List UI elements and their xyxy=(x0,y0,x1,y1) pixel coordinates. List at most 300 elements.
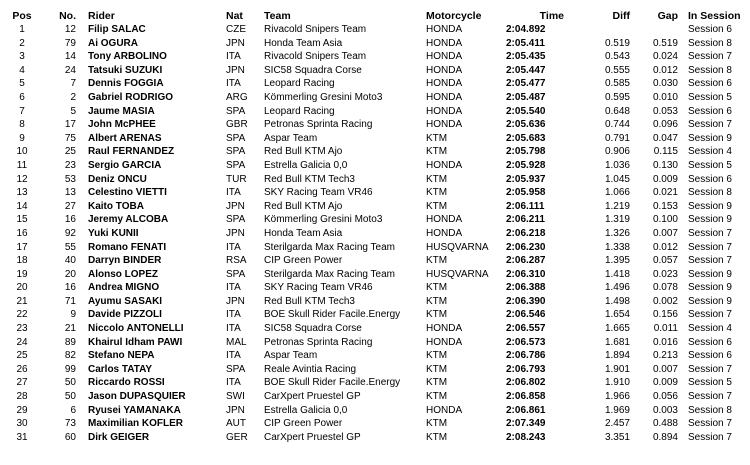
cell-rider: John McPHEE xyxy=(88,119,156,131)
cell-nat: JPN xyxy=(226,404,245,416)
cell-nat: RSA xyxy=(226,255,247,267)
cell-gap: 0.007 xyxy=(652,363,678,375)
cell-team: Red Bull KTM Tech3 xyxy=(264,295,355,307)
cell-motorcycle: HONDA xyxy=(426,91,463,103)
cell-diff: 1.901 xyxy=(604,363,630,375)
cell-diff: 0.744 xyxy=(604,119,630,131)
table-row xyxy=(0,417,750,431)
cell-team: Leopard Racing xyxy=(264,78,335,90)
cell-team: Red Bull KTM Ajo xyxy=(264,146,343,158)
header-diff: Diff xyxy=(612,10,630,22)
cell-session: Session 7 xyxy=(688,227,732,239)
cell-diff: 2.457 xyxy=(604,418,630,430)
cell-team: CarXpert Pruestel GP xyxy=(264,391,361,403)
cell-diff: 0.791 xyxy=(604,132,630,144)
table-row xyxy=(0,404,750,418)
cell-rider: Dennis FOGGIA xyxy=(88,78,164,90)
results-table xyxy=(0,9,750,444)
cell-session: Session 6 xyxy=(688,24,732,35)
cell-nat: ITA xyxy=(226,78,241,90)
cell-gap: 0.023 xyxy=(652,268,678,280)
cell-number: 17 xyxy=(64,119,76,131)
table-row xyxy=(0,213,750,227)
cell-pos: 6 xyxy=(19,91,25,103)
cell-pos: 4 xyxy=(19,64,25,76)
cell-pos: 2 xyxy=(19,37,25,49)
cell-rider: Ai OGURA xyxy=(88,37,138,49)
cell-pos: 12 xyxy=(16,173,28,185)
table-row xyxy=(0,118,750,132)
cell-session: Session 6 xyxy=(688,105,732,117)
cell-rider: Celestino VIETTI xyxy=(88,187,167,199)
cell-gap: 0.047 xyxy=(652,132,678,144)
cell-team: Petronas Sprinta Racing xyxy=(264,336,373,348)
table-row xyxy=(0,349,750,363)
cell-diff: 1.894 xyxy=(604,350,630,362)
cell-rider: Kaito TOBA xyxy=(88,200,144,212)
cell-rider: Stefano NEPA xyxy=(88,350,155,362)
cell-session: Session 5 xyxy=(688,159,732,171)
cell-number: 71 xyxy=(64,295,76,307)
cell-gap: 0.213 xyxy=(652,350,678,362)
cell-gap: 0.096 xyxy=(652,119,678,131)
cell-nat: CZE xyxy=(226,24,246,35)
cell-team: Honda Team Asia xyxy=(264,227,343,239)
cell-number: 40 xyxy=(64,255,76,267)
cell-motorcycle: HONDA xyxy=(426,51,463,63)
cell-session: Session 9 xyxy=(688,214,732,226)
cell-number: 20 xyxy=(64,268,76,280)
cell-diff: 1.498 xyxy=(604,295,630,307)
cell-gap: 0.056 xyxy=(652,391,678,403)
cell-diff: 3.351 xyxy=(604,431,630,443)
cell-number: 82 xyxy=(64,350,76,362)
cell-motorcycle: KTM xyxy=(426,187,448,199)
cell-diff: 0.555 xyxy=(604,64,630,76)
cell-motorcycle: KTM xyxy=(426,350,448,362)
cell-diff: 1.036 xyxy=(604,159,630,171)
cell-session: Session 7 xyxy=(688,391,732,403)
cell-number: 5 xyxy=(70,105,76,117)
table-row xyxy=(0,390,750,404)
cell-motorcycle: HUSQVARNA xyxy=(426,268,489,280)
cell-team: CIP Green Power xyxy=(264,255,343,267)
cell-nat: SPA xyxy=(226,363,246,375)
cell-rider: Riccardo ROSSI xyxy=(88,377,165,389)
cell-number: 14 xyxy=(64,51,76,63)
cell-rider: Darryn BINDER xyxy=(88,255,162,267)
cell-number: 89 xyxy=(64,336,76,348)
cell-number: 16 xyxy=(64,214,76,226)
cell-gap: 0.016 xyxy=(652,336,678,348)
cell-diff: 0.648 xyxy=(604,105,630,117)
table-row xyxy=(0,200,750,214)
cell-rider: Sergio GARCIA xyxy=(88,159,162,171)
cell-time: 2:08.243 xyxy=(506,431,546,443)
cell-pos: 21 xyxy=(16,295,28,307)
cell-pos: 24 xyxy=(16,336,28,348)
cell-gap: 0.156 xyxy=(652,309,678,321)
cell-motorcycle: HONDA xyxy=(426,336,463,348)
cell-pos: 29 xyxy=(16,404,28,416)
header-time: Time xyxy=(539,10,564,22)
table-row xyxy=(0,77,750,91)
cell-time: 2:06.786 xyxy=(506,350,546,362)
cell-diff: 1.418 xyxy=(604,268,630,280)
cell-gap: 0.012 xyxy=(652,64,678,76)
cell-diff: 1.219 xyxy=(604,200,630,212)
cell-team: SKY Racing Team VR46 xyxy=(264,187,373,199)
cell-time: 2:06.557 xyxy=(506,323,546,335)
cell-motorcycle: KTM xyxy=(426,309,448,321)
cell-time: 2:06.802 xyxy=(506,377,546,389)
cell-session: Session 8 xyxy=(688,64,732,76)
cell-motorcycle: KTM xyxy=(426,282,448,294)
cell-diff: 1.395 xyxy=(604,255,630,267)
cell-gap: 0.100 xyxy=(652,214,678,226)
cell-gap: 0.115 xyxy=(653,146,678,158)
cell-time: 2:06.573 xyxy=(506,336,546,348)
table-row xyxy=(0,50,750,64)
cell-team: Sterilgarda Max Racing Team xyxy=(264,241,395,253)
cell-time: 2:06.858 xyxy=(506,391,546,403)
cell-time: 2:05.447 xyxy=(506,64,546,76)
cell-number: 50 xyxy=(64,377,76,389)
cell-team: Sterilgarda Max Racing Team xyxy=(264,268,395,280)
cell-motorcycle: KTM xyxy=(426,391,448,403)
header-session: In Session xyxy=(688,10,741,22)
cell-pos: 25 xyxy=(16,350,28,362)
cell-number: 6 xyxy=(70,404,76,416)
cell-nat: JPN xyxy=(226,37,245,49)
cell-pos: 31 xyxy=(16,431,28,443)
cell-motorcycle: HONDA xyxy=(426,78,463,90)
cell-time: 2:06.793 xyxy=(506,363,546,375)
cell-session: Session 9 xyxy=(688,200,732,212)
cell-pos: 8 xyxy=(19,119,25,131)
cell-gap: 0.519 xyxy=(652,37,678,49)
header-nat: Nat xyxy=(226,10,243,22)
cell-diff: 1.326 xyxy=(604,227,630,239)
cell-gap: 0.894 xyxy=(652,431,678,443)
header-no: No. xyxy=(59,10,76,22)
cell-gap: 0.057 xyxy=(652,255,678,267)
cell-team: Red Bull KTM Tech3 xyxy=(264,173,355,185)
cell-nat: GBR xyxy=(226,119,248,131)
cell-diff: 1.654 xyxy=(604,309,630,321)
cell-motorcycle: KTM xyxy=(426,132,448,144)
cell-rider: Jason DUPASQUIER xyxy=(88,391,186,403)
cell-nat: SWI xyxy=(226,391,245,403)
cell-motorcycle: KTM xyxy=(426,377,448,389)
table-row xyxy=(0,376,750,390)
cell-gap: 0.009 xyxy=(652,173,678,185)
cell-motorcycle: KTM xyxy=(426,418,448,430)
cell-pos: 5 xyxy=(19,78,25,90)
cell-rider: Ryusei YAMANAKA xyxy=(88,404,181,416)
cell-pos: 16 xyxy=(16,227,28,239)
cell-session: Session 7 xyxy=(688,241,732,253)
table-row xyxy=(0,23,750,37)
cell-number: 9 xyxy=(70,309,76,321)
cell-team: Reale Avintia Racing xyxy=(264,363,357,375)
table-row xyxy=(0,159,750,173)
cell-session: Session 9 xyxy=(688,132,732,144)
cell-rider: Romano FENATI xyxy=(88,241,167,253)
cell-motorcycle: KTM xyxy=(426,295,448,307)
cell-number: 7 xyxy=(70,78,76,90)
cell-team: Aspar Team xyxy=(264,350,318,362)
cell-rider: Alonso LOPEZ xyxy=(88,268,158,280)
table-row xyxy=(0,227,750,241)
cell-time: 2:05.540 xyxy=(506,105,546,117)
cell-number: 53 xyxy=(64,173,76,185)
cell-session: Session 7 xyxy=(688,418,732,430)
cell-gap: 0.030 xyxy=(652,78,678,90)
cell-pos: 18 xyxy=(16,255,28,267)
cell-session: Session 8 xyxy=(688,404,732,416)
header-gap: Gap xyxy=(657,10,678,22)
cell-nat: MAL xyxy=(226,336,247,348)
table-row xyxy=(0,254,750,268)
cell-motorcycle: KTM xyxy=(426,363,448,375)
table-row xyxy=(0,145,750,159)
cell-rider: Gabriel RODRIGO xyxy=(88,91,174,103)
cell-diff: 0.595 xyxy=(604,91,630,103)
cell-diff: 1.045 xyxy=(604,173,630,185)
cell-session: Session 8 xyxy=(688,187,732,199)
cell-time: 2:05.928 xyxy=(506,159,546,171)
cell-pos: 17 xyxy=(16,241,28,253)
cell-rider: Carlos TATAY xyxy=(88,363,153,375)
cell-rider: Andrea MIGNO xyxy=(88,282,160,294)
cell-rider: Tony ARBOLINO xyxy=(88,51,167,63)
cell-number: 24 xyxy=(64,64,76,76)
cell-number: 75 xyxy=(64,132,76,144)
cell-session: Session 7 xyxy=(688,363,732,375)
results-body xyxy=(0,23,750,444)
cell-pos: 14 xyxy=(16,200,28,212)
cell-pos: 26 xyxy=(16,363,28,375)
cell-number: 99 xyxy=(64,363,76,375)
cell-nat: ITA xyxy=(226,51,241,63)
cell-time: 2:06.546 xyxy=(506,309,546,321)
cell-motorcycle: HONDA xyxy=(426,227,463,239)
cell-diff: 1.066 xyxy=(604,187,630,199)
cell-nat: JPN xyxy=(226,295,245,307)
cell-team: Honda Team Asia xyxy=(264,37,343,49)
cell-time: 2:05.798 xyxy=(506,146,546,158)
cell-rider: Tatsuki SUZUKI xyxy=(88,64,163,76)
cell-motorcycle: HONDA xyxy=(426,64,463,76)
cell-session: Session 8 xyxy=(688,37,732,49)
cell-motorcycle: HONDA xyxy=(426,105,463,117)
cell-session: Session 4 xyxy=(688,146,732,158)
cell-pos: 20 xyxy=(16,282,28,294)
cell-gap: 0.009 xyxy=(652,377,678,389)
cell-nat: TUR xyxy=(226,173,247,185)
cell-rider: Maximilian KOFLER xyxy=(88,418,184,430)
cell-rider: Dirk GEIGER xyxy=(88,431,150,443)
cell-gap: 0.488 xyxy=(652,418,678,430)
table-row xyxy=(0,105,750,119)
cell-time: 2:05.477 xyxy=(506,78,546,90)
cell-team: Kömmerling Gresini Moto3 xyxy=(264,91,383,103)
cell-nat: GER xyxy=(226,431,248,443)
cell-diff: 1.319 xyxy=(604,214,630,226)
table-row xyxy=(0,241,750,255)
cell-team: Red Bull KTM Ajo xyxy=(264,200,343,212)
cell-diff: 0.906 xyxy=(604,146,630,158)
cell-pos: 7 xyxy=(19,105,25,117)
table-row xyxy=(0,37,750,51)
cell-rider: Raul FERNANDEZ xyxy=(88,146,175,158)
cell-pos: 27 xyxy=(16,377,28,389)
cell-motorcycle: KTM xyxy=(426,173,448,185)
cell-team: BOE Skull Rider Facile.Energy xyxy=(264,377,401,389)
cell-rider: Ayumu SASAKI xyxy=(88,295,163,307)
cell-rider: Khairul Idham PAWI xyxy=(88,336,183,348)
cell-rider: Davide PIZZOLI xyxy=(88,309,162,321)
cell-team: CarXpert Pruestel GP xyxy=(264,431,361,443)
cell-nat: AUT xyxy=(226,418,246,430)
header-pos: Pos xyxy=(12,10,32,22)
table-row xyxy=(0,431,750,445)
cell-rider: Deniz ONCU xyxy=(88,173,147,185)
cell-diff: 1.338 xyxy=(604,241,630,253)
cell-team: Rivacold Snipers Team xyxy=(264,51,367,63)
cell-diff: 0.585 xyxy=(604,78,630,90)
cell-number: 16 xyxy=(64,282,76,294)
cell-pos: 9 xyxy=(19,132,25,144)
cell-team: Leopard Racing xyxy=(264,105,335,117)
cell-gap: 0.010 xyxy=(652,91,678,103)
cell-team: CIP Green Power xyxy=(264,418,343,430)
cell-motorcycle: KTM xyxy=(426,255,448,267)
cell-nat: SPA xyxy=(226,214,246,226)
cell-gap: 0.078 xyxy=(652,282,678,294)
cell-pos: 19 xyxy=(16,268,28,280)
cell-gap xyxy=(634,23,682,37)
table-row xyxy=(0,336,750,350)
cell-nat: SPA xyxy=(226,159,246,171)
cell-diff: 1.966 xyxy=(604,391,630,403)
cell-number: 60 xyxy=(64,431,76,443)
cell-rider: Niccolo ANTONELLI xyxy=(88,323,184,335)
header-rider: Rider xyxy=(88,10,115,22)
cell-diff: 0.543 xyxy=(604,51,630,63)
cell-nat: JPN xyxy=(226,200,245,212)
cell-session: Session 7 xyxy=(688,255,732,267)
cell-time: 2:04.892 xyxy=(506,24,546,35)
cell-time: 2:05.487 xyxy=(506,91,546,103)
cell-diff: 1.910 xyxy=(604,377,630,389)
cell-gap: 0.007 xyxy=(652,227,678,239)
cell-rider: Filip SALAC xyxy=(88,24,146,35)
cell-time: 2:05.435 xyxy=(506,51,546,63)
cell-motorcycle: HONDA xyxy=(426,214,463,226)
cell-gap: 0.053 xyxy=(652,105,678,117)
table-row xyxy=(0,308,750,322)
cell-diff xyxy=(578,23,634,37)
cell-pos: 13 xyxy=(16,187,28,199)
cell-diff: 1.665 xyxy=(604,323,630,335)
table-row xyxy=(0,186,750,200)
cell-gap: 0.003 xyxy=(652,404,678,416)
cell-diff: 1.969 xyxy=(604,404,630,416)
cell-time: 2:06.218 xyxy=(506,227,546,239)
cell-nat: ITA xyxy=(226,187,241,199)
cell-session: Session 9 xyxy=(688,268,732,280)
cell-motorcycle: HONDA xyxy=(426,323,463,335)
cell-team: BOE Skull Rider Facile.Energy xyxy=(264,309,401,321)
cell-session: Session 7 xyxy=(688,51,732,63)
table-row xyxy=(0,281,750,295)
header-motorcycle: Motorcycle xyxy=(426,10,482,22)
cell-number: 21 xyxy=(64,323,76,335)
cell-number: 50 xyxy=(64,391,76,403)
cell-team: SKY Racing Team VR46 xyxy=(264,282,373,294)
cell-number: 2 xyxy=(70,91,76,103)
cell-nat: ITA xyxy=(226,282,241,294)
cell-team: Petronas Sprinta Racing xyxy=(264,119,373,131)
cell-time: 2:06.111 xyxy=(506,200,545,212)
cell-nat: ITA xyxy=(226,323,241,335)
cell-nat: ITA xyxy=(226,377,241,389)
cell-motorcycle: HONDA xyxy=(426,37,463,49)
cell-motorcycle: KTM xyxy=(426,431,448,443)
cell-rider: Jeremy ALCOBA xyxy=(88,214,169,226)
cell-motorcycle: HUSQVARNA xyxy=(426,241,489,253)
cell-time: 2:05.636 xyxy=(506,119,546,131)
cell-motorcycle: KTM xyxy=(426,200,448,212)
cell-diff: 1.681 xyxy=(604,336,630,348)
cell-session: Session 7 xyxy=(688,309,732,321)
cell-rider: Albert ARENAS xyxy=(88,132,162,144)
cell-motorcycle: HONDA xyxy=(426,119,463,131)
cell-time: 2:07.349 xyxy=(506,418,546,430)
table-row xyxy=(0,64,750,78)
cell-time: 2:06.211 xyxy=(506,214,545,226)
cell-pos: 1 xyxy=(19,24,25,35)
cell-nat: JPN xyxy=(226,227,245,239)
cell-number: 25 xyxy=(64,146,76,158)
table-row xyxy=(0,268,750,282)
cell-gap: 0.002 xyxy=(652,295,678,307)
header-team: Team xyxy=(264,10,291,22)
cell-session: Session 5 xyxy=(688,377,732,389)
cell-session: Session 9 xyxy=(688,282,732,294)
table-row xyxy=(0,322,750,336)
cell-pos: 3 xyxy=(19,51,25,63)
cell-nat: SPA xyxy=(226,132,246,144)
cell-session: Session 6 xyxy=(688,350,732,362)
cell-gap: 0.012 xyxy=(652,241,678,253)
cell-nat: ARG xyxy=(226,91,248,103)
cell-number: 73 xyxy=(64,418,76,430)
table-row xyxy=(0,132,750,146)
cell-time: 2:06.230 xyxy=(506,241,546,253)
cell-number: 55 xyxy=(64,241,76,253)
cell-time: 2:06.388 xyxy=(506,282,546,294)
cell-session: Session 7 xyxy=(688,431,732,443)
table-row xyxy=(0,173,750,187)
cell-team: Aspar Team xyxy=(264,132,318,144)
cell-diff: 1.496 xyxy=(604,282,630,294)
cell-gap: 0.011 xyxy=(653,323,678,335)
cell-number: 13 xyxy=(64,187,76,199)
cell-nat: ITA xyxy=(226,309,241,321)
